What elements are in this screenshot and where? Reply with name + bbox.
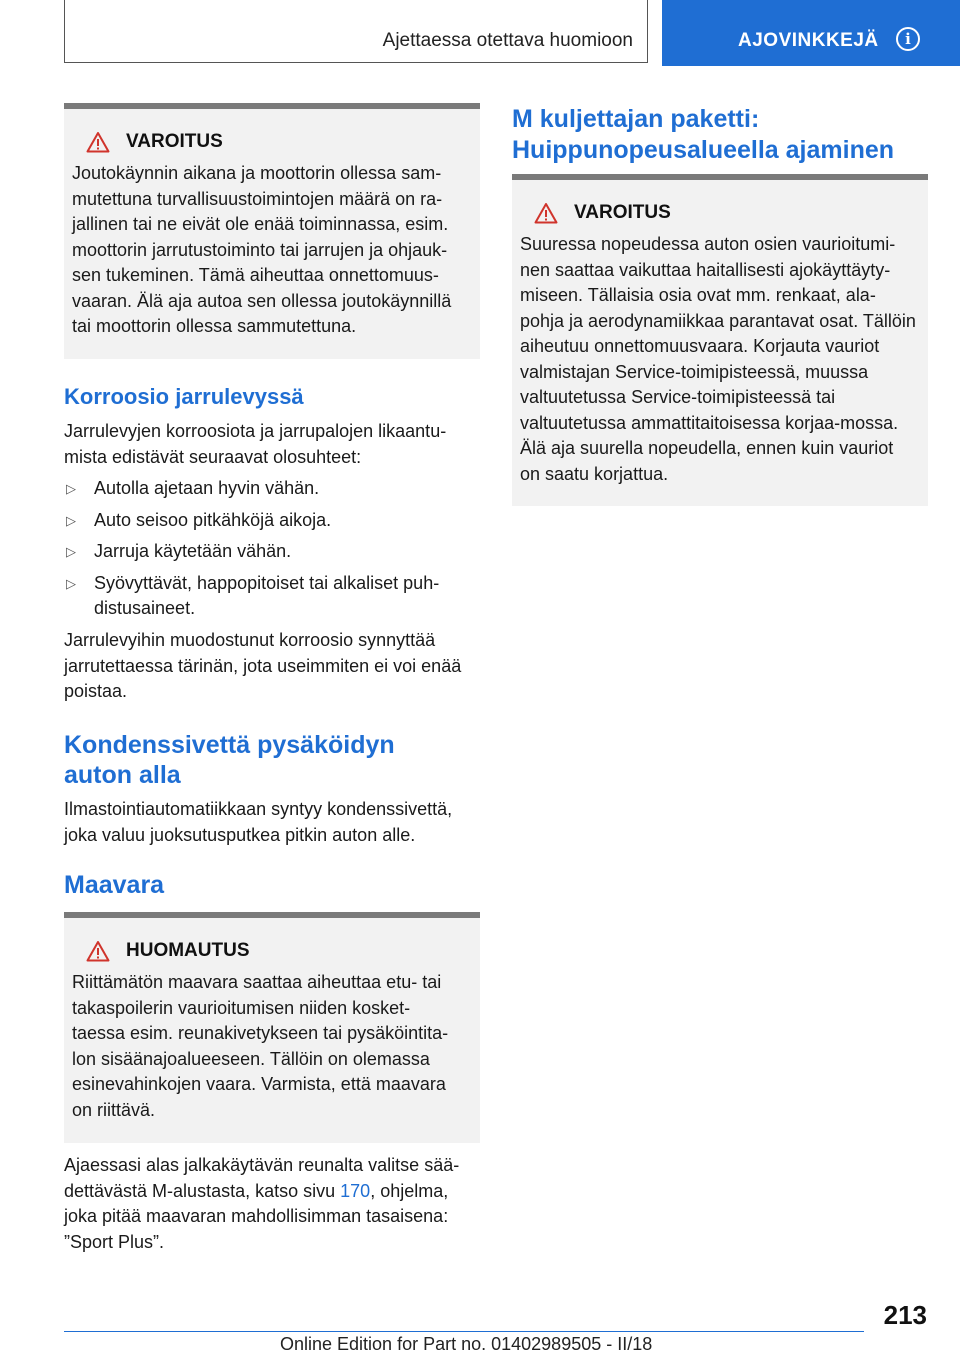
section-tab[interactable] xyxy=(662,0,960,66)
edition-note: Online Edition for Part no. 01402989505 - II/18 xyxy=(280,1334,653,1354)
chapter-box xyxy=(64,0,648,63)
triangle-bullet-icon: ▷ xyxy=(66,575,76,591)
notice-text: Riittämätön maavara saattaa aiheuttaa etu- tai takaspoilerin vaurioitumisen niiden kosket-taessa esim. reunakivetykseen tai pysäköintita-lon sisäänajoalueeseen. Tällöin on olemassa esinevahinkojen vaara. Varmista, että maavara on riittävä. xyxy=(72,972,449,1120)
triangle-bullet-icon: ▷ xyxy=(66,544,76,559)
warning-title: VAROITUS xyxy=(126,131,223,152)
warning-triangle-icon xyxy=(534,202,558,224)
page-header xyxy=(0,0,960,66)
list-item: ▷ Auto seisoo pitkähköjä aikoja. xyxy=(64,508,476,534)
warning-text: Suuressa nopeudessa auton osien vaurioitumi-nen saattaa vaikuttaa haitallisesti ajokäyttäyty-miseen. Tällaisia osia ovat mm. renkaat, ala-pohja ja aerodynamiikkaa parantavat osat. Tällöin aiheutuu onnettomuusvaara. Korjauta vauriot valmistajan Service-toimipisteessä, muussa valtuutetussa Service-toimipisteessä tai valtuutetussa ammattitaitoisessa korjaa-mossa. Älä aja suurella nopeudella, ennen kuin vauriot on saatu korjattua. xyxy=(520,234,916,484)
clearance-text: Ajaessasi alas jalkakäytävän reunalta valitse sää-dettävästä M-alustasta, katso sivu 170, ohjelma, joka pitää maavaran mahdollisimman tasaisena: ”Sport Plus”. xyxy=(64,1155,460,1252)
list-item: ▷ Syövyttävät, happopitoiset tai alkaliset puh-distusaineet. xyxy=(66,572,440,618)
heading-corrosion: Korroosio jarrulevyssä xyxy=(64,384,304,409)
warning-text: Joutokäynnin aikana ja moottorin ollessa sam-mutettuna turvallisuustoimintojen määrä on ra-jallinen tai ne eivät ole enää toiminnassa, esim. moottorin jarrutustoiminto tai jarrujen ja ohjauk-sen tukeminen. Tämä aiheuttaa onnettomuus-vaaran. Älä aja autoa sen ollessa joutokäynnillä tai moottorin ollessa sammutettuna. xyxy=(72,163,452,336)
page-number: 213 xyxy=(883,1300,927,1330)
chapter-title: Ajettaessa otettava huomioon xyxy=(382,30,633,51)
warning-triangle-icon xyxy=(86,131,110,153)
section-title: AJOVINKKEJÄ xyxy=(738,30,879,51)
page-link[interactable]: 170 xyxy=(340,1180,371,1201)
corrosion-intro: Jarrulevyjen korroosiota ja jarrupalojen likaantu-mista edistävät seuraavat olosuhteet: xyxy=(64,421,447,467)
info-icon[interactable]: i xyxy=(896,27,920,51)
warning-heading xyxy=(86,131,472,153)
warning-heading xyxy=(534,202,920,224)
notice-heading xyxy=(86,940,472,962)
notice-title: HUOMAUTUS xyxy=(126,940,250,961)
warning-box-idle xyxy=(64,103,480,359)
warning-title: VAROITUS xyxy=(574,202,671,223)
triangle-bullet-icon: ▷ xyxy=(66,512,76,528)
footer-divider xyxy=(64,1331,864,1332)
heading-m-driver-package: M kuljettajan paketti: Huippunopeusalueella ajaminen xyxy=(512,105,895,164)
list-item: ▷ Autolla ajetaan hyvin vähän. xyxy=(64,476,476,502)
notice-box-clearance xyxy=(64,912,480,1143)
heading-condensation: Kondenssivettä pysäköidyn auton alla xyxy=(64,731,395,789)
warning-triangle-icon xyxy=(86,940,110,962)
list-item: ▷ Jarruja käytetään vähän. xyxy=(64,539,476,565)
triangle-bullet-icon: ▷ xyxy=(66,481,76,496)
corrosion-bullet-list xyxy=(64,476,476,628)
corrosion-outro: Jarrulevyihin muodostunut korroosio synnyttää jarrutettaessa tärinän, jota useimmiten ei voi enää poistaa. xyxy=(64,630,462,701)
heading-clearance: Maavara xyxy=(64,871,165,899)
condensation-text: Ilmastointiautomatiikkaan syntyy kondenssivettä, joka valuu juoksutusputkea pitkin auton alle. xyxy=(64,799,453,845)
warning-box-high-speed xyxy=(512,174,928,506)
